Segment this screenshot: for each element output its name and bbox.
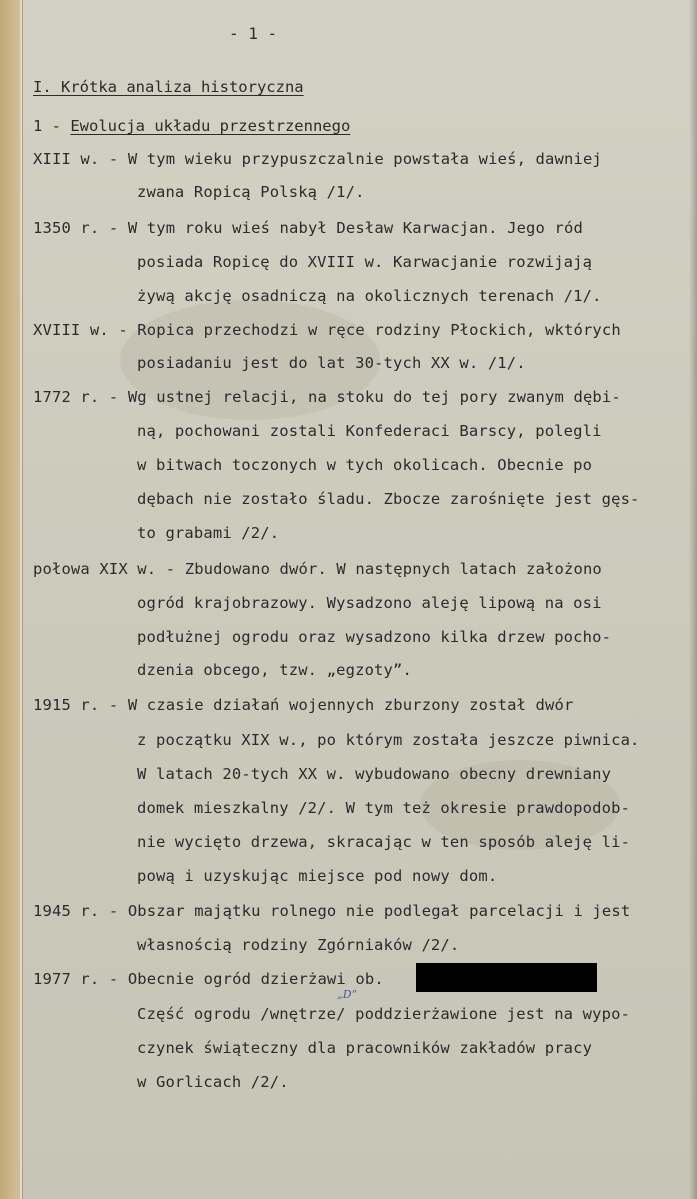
- text-line: w bitwach toczonych w tych okolicach. Obecnie po: [137, 456, 593, 474]
- page-edge-shadow: [689, 0, 697, 1199]
- text-line: dębach nie zostało śladu. Zbocze zarośnięte jest gęs-: [137, 490, 640, 508]
- text-line: 1350 r. - W tym roku wieś nabył Desław Karwacjan. Jego ród: [33, 219, 583, 237]
- text-line: Część ogrodu /wnętrze/ poddzierżawione jest na wypo-: [137, 1005, 631, 1023]
- text-line: posiadaniu jest do lat 30-tych XX w. /1/.: [137, 354, 526, 372]
- page-number: - 1 -: [229, 24, 278, 43]
- text-line: XIII w. - W tym wieku przypuszczalnie powstała wieś, dawniej: [33, 150, 602, 168]
- text-line: 1977 r. - Obecnie ogród dzierżawi ob.: [33, 970, 384, 988]
- text-line: dzenia obcego, tzw. „egzoty”.: [137, 661, 412, 679]
- text-line: 1772 r. - Wg ustnej relacji, na stoku do tej pory zwanym dębi-: [33, 388, 621, 406]
- text-line: W latach 20-tych XX w. wybudowano obecny drewniany: [137, 765, 612, 783]
- subsection-title: Ewolucja układu przestrzennego: [70, 117, 351, 135]
- text-line: 1945 r. - Obszar majątku rolnego nie podlegał parcelacji i jest: [33, 902, 631, 920]
- text-line: zwana Ropicą Polską /1/.: [137, 183, 365, 201]
- redaction-bar: [416, 963, 597, 992]
- text-line: czynek świąteczny dla pracowników zakładów pracy: [137, 1039, 593, 1057]
- text-line: własnością rodziny Zgórniaków /2/.: [137, 936, 460, 954]
- text-line: domek mieszkalny /2/. W tym też okresie prawdopodob-: [137, 799, 631, 817]
- text-line: pową i uzyskując miejsce pod nowy dom.: [137, 867, 498, 885]
- text-line: posiada Ropicę do XVIII w. Karwacjanie rozwijają: [137, 253, 593, 271]
- text-line: podłużnej ogrodu oraz wysadzono kilka drzew pocho-: [137, 628, 612, 646]
- text-line: XVIII w. - Ropica przechodzi w ręce rodziny Płockich, wktórych: [33, 321, 621, 339]
- section-heading: I. Krótka analiza historyczna: [33, 78, 304, 96]
- binding-strip: [0, 0, 23, 1199]
- text-line: połowa XIX w. - Zbudowano dwór. W następnych latach założono: [33, 560, 602, 578]
- text-line: 1915 r. - W czasie działań wojennych zburzony został dwór: [33, 696, 574, 714]
- text-line: ogród krajobrazowy. Wysadzono aleję lipową na osi: [137, 594, 602, 612]
- text-line: ną, pochowani zostali Konfederaci Barscy, polegli: [137, 422, 602, 440]
- text-line: z początku XIX w., po którym została jeszcze piwnica.: [137, 731, 640, 749]
- text-line: żywą akcję osadniczą na okolicznych terenach /1/.: [137, 287, 602, 305]
- text-line: to grabami /2/.: [137, 524, 280, 542]
- text-line: w Gorlicach /2/.: [137, 1073, 289, 1091]
- subsection-number: 1 -: [33, 117, 71, 135]
- text-line: nie wycięto drzewa, skracając w ten sposób aleję li-: [137, 833, 631, 851]
- handwritten-mark: „D”: [337, 988, 358, 1001]
- subsection-heading: [33, 117, 350, 135]
